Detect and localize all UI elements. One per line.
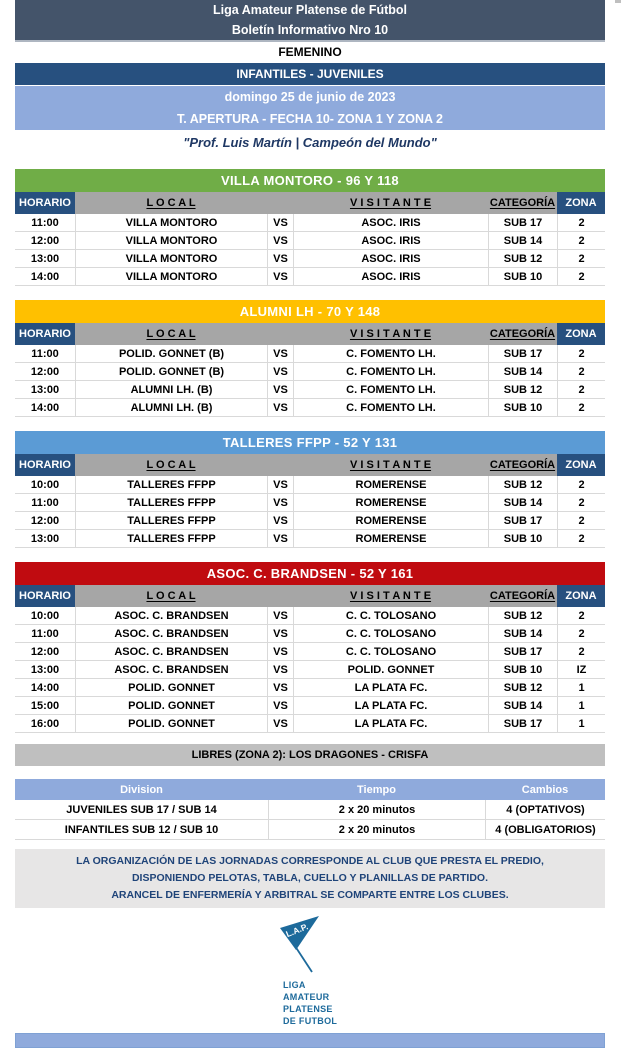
match-categoria: SUB 17 [488, 512, 557, 529]
match-vs: VS [267, 661, 293, 678]
match-time: 14:00 [30, 401, 60, 414]
match-row [15, 494, 605, 512]
match-local: ALUMNI LH. (B) [75, 399, 267, 416]
match-categoria: SUB 14 [488, 697, 557, 714]
match-zona: 2 [557, 512, 605, 529]
match-vs: VS [267, 512, 293, 529]
corner-artifact [615, 0, 621, 3]
col-vs-spacer [267, 192, 293, 214]
match-time: 10:00 [30, 609, 60, 622]
match-time: 12:00 [30, 234, 60, 247]
match-categoria: SUB 14 [488, 363, 557, 380]
rules-tiempo: 2 x 20 minutos [268, 800, 485, 819]
match-row [15, 607, 605, 625]
match-visitante: ASOC. IRIS [293, 232, 488, 249]
col-local: L O C A L [75, 454, 267, 476]
match-visitante: C. C. TOLOSANO [293, 643, 488, 660]
match-vs: VS [267, 697, 293, 714]
match-time: 14:00 [30, 270, 60, 283]
match-vs: VS [267, 643, 293, 660]
match-row [15, 679, 605, 697]
match-time: 11:00 [31, 216, 59, 229]
match-visitante: ASOC. IRIS [293, 214, 488, 231]
match-categoria: SUB 10 [488, 268, 557, 285]
match-local: VILLA MONTORO [75, 250, 267, 267]
match-categoria: SUB 14 [488, 494, 557, 511]
match-zona: 2 [557, 494, 605, 511]
match-categoria: SUB 17 [488, 214, 557, 231]
match-visitante: ROMERENSE [293, 530, 488, 547]
match-zona: 2 [557, 232, 605, 249]
match-local: POLID. GONNET [75, 697, 267, 714]
match-visitante: C. FOMENTO LH. [293, 363, 488, 380]
match-local: VILLA MONTORO [75, 232, 267, 249]
rules-tiempo: 2 x 20 minutos [268, 820, 485, 839]
match-categoria: SUB 10 [488, 530, 557, 547]
match-local: ASOC. C. BRANDSEN [75, 607, 267, 624]
logo-line: PLATENSE [283, 1004, 333, 1014]
bulletin-subtitle: Boletín Informativo Nro 10 [231, 23, 389, 37]
match-zona: 1 [557, 679, 605, 696]
match-local: ASOC. C. BRANDSEN [75, 625, 267, 642]
league-title: Liga Amateur Platense de Fútbol [212, 3, 407, 17]
match-vs: VS [267, 607, 293, 624]
logo-line: AMATEUR [283, 992, 330, 1002]
match-time: 10:00 [30, 478, 60, 491]
match-visitante: ROMERENSE [293, 512, 488, 529]
col-horario: HORARIO [15, 323, 75, 345]
match-categoria: SUB 12 [488, 607, 557, 624]
match-row [15, 363, 605, 381]
lap-pennant-icon [265, 910, 327, 974]
match-categoria: SUB 12 [488, 250, 557, 267]
match-categoria: SUB 17 [488, 715, 557, 732]
match-row [15, 399, 605, 417]
col-visitante: V I S I T A N T E [293, 585, 488, 607]
flag-text: L.A.P. [284, 921, 310, 940]
match-row [15, 625, 605, 643]
column-header-row [15, 585, 605, 607]
rules-division: JUVENILES SUB 17 / SUB 14 [66, 803, 217, 816]
rules-col-cambios: Cambios [521, 783, 569, 796]
col-visitante: V I S I T A N T E [293, 192, 488, 214]
match-zona: 2 [557, 363, 605, 380]
match-time: 12:00 [30, 645, 60, 658]
match-categoria: SUB 14 [488, 625, 557, 642]
footer-bar [15, 1033, 605, 1048]
match-vs: VS [267, 345, 293, 362]
match-time: 15:00 [30, 699, 60, 712]
match-row [15, 250, 605, 268]
venue-title: TALLERES FFPP - 52 Y 131 [15, 431, 605, 454]
match-vs: VS [267, 494, 293, 511]
match-zona: 2 [557, 399, 605, 416]
match-categoria: SUB 14 [488, 232, 557, 249]
match-visitante: ASOC. IRIS [293, 250, 488, 267]
match-visitante: LA PLATA FC. [293, 679, 488, 696]
rules-cambios: 4 (OPTATIVOS) [485, 800, 605, 819]
match-row [15, 476, 605, 494]
rules-row [15, 800, 605, 820]
match-vs: VS [267, 268, 293, 285]
match-local: TALLERES FFPP [75, 530, 267, 547]
match-vs: VS [267, 625, 293, 642]
match-categoria: SUB 12 [488, 476, 557, 493]
rules-cambios: 4 (OBLIGATORIOS) [485, 820, 605, 839]
match-categoria: SUB 17 [488, 345, 557, 362]
logo-wordmark [283, 979, 385, 1027]
tournament-line: T. APERTURA - FECHA 10- ZONA 1 Y ZONA 2 [176, 112, 443, 126]
match-row [15, 530, 605, 548]
rules-table [15, 779, 605, 840]
match-time: 13:00 [30, 532, 60, 545]
match-vs: VS [267, 363, 293, 380]
match-vs: VS [267, 530, 293, 547]
match-visitante: LA PLATA FC. [293, 715, 488, 732]
match-zona: 2 [557, 250, 605, 267]
match-row [15, 214, 605, 232]
match-zona: 1 [557, 715, 605, 732]
match-time: 11:00 [31, 347, 59, 360]
col-categoria: CATEGORÍA [488, 454, 557, 476]
match-local: POLID. GONNET [75, 679, 267, 696]
match-time: 13:00 [30, 383, 60, 396]
match-visitante: ASOC. IRIS [293, 268, 488, 285]
venue-table-asoc-c-brandsen [15, 562, 605, 733]
match-row [15, 232, 605, 250]
match-zona: 2 [557, 381, 605, 398]
col-visitante: V I S I T A N T E [293, 323, 488, 345]
col-vs-spacer [267, 454, 293, 476]
rules-division: INFANTILES SUB 12 / SUB 10 [64, 823, 219, 836]
match-time: 13:00 [30, 663, 60, 676]
match-row [15, 661, 605, 679]
match-local: VILLA MONTORO [75, 268, 267, 285]
col-vs-spacer [267, 323, 293, 345]
match-local: ASOC. C. BRANDSEN [75, 661, 267, 678]
match-zona: 2 [557, 643, 605, 660]
match-time: 14:00 [30, 681, 60, 694]
match-zona: 2 [557, 345, 605, 362]
col-local: L O C A L [75, 192, 267, 214]
match-zona: 1 [557, 697, 605, 714]
match-vs: VS [267, 214, 293, 231]
notice-line: LA ORGANIZACIÓN DE LAS JORNADAS CORRESPONDE AL CLUB QUE PRESTA EL PREDIO, [76, 855, 544, 867]
match-time: 12:00 [30, 514, 60, 527]
division-band: INFANTILES - JUVENILES [15, 63, 605, 85]
col-visitante: V I S I T A N T E [293, 454, 488, 476]
match-vs: VS [267, 250, 293, 267]
venue-table-alumni-lh [15, 300, 605, 417]
match-row [15, 345, 605, 363]
libres-banner: LIBRES (ZONA 2): LOS DRAGONES - CRISFA [15, 744, 605, 766]
match-local: POLID. GONNET (B) [75, 345, 267, 362]
match-zona: IZ [557, 661, 605, 678]
match-visitante: ROMERENSE [293, 476, 488, 493]
match-local: VILLA MONTORO [75, 214, 267, 231]
match-zona: 2 [557, 214, 605, 231]
match-time: 16:00 [30, 717, 60, 730]
col-categoria: CATEGORÍA [488, 192, 557, 214]
rules-col-division: Division [120, 783, 163, 796]
match-categoria: SUB 10 [488, 661, 557, 678]
match-local: ALUMNI LH. (B) [75, 381, 267, 398]
match-local: ASOC. C. BRANDSEN [75, 643, 267, 660]
match-categoria: SUB 17 [488, 643, 557, 660]
col-horario: HORARIO [15, 454, 75, 476]
lap-logo [265, 910, 385, 1027]
venue-table-villa-montoro [15, 169, 605, 286]
col-zona: ZONA [557, 192, 605, 214]
venue-table-talleres-ffpp [15, 431, 605, 548]
match-vs: VS [267, 476, 293, 493]
match-row [15, 715, 605, 733]
match-zona: 2 [557, 625, 605, 642]
match-local: POLID. GONNET (B) [75, 363, 267, 380]
col-zona: ZONA [557, 585, 605, 607]
match-visitante: POLID. GONNET [293, 661, 488, 678]
match-row [15, 512, 605, 530]
match-categoria: SUB 10 [488, 399, 557, 416]
date-line: domingo 25 de junio de 2023 [224, 90, 396, 104]
match-visitante: C. FOMENTO LH. [293, 381, 488, 398]
rules-header-row [15, 779, 605, 800]
match-local: TALLERES FFPP [75, 494, 267, 511]
match-vs: VS [267, 232, 293, 249]
match-time: 11:00 [31, 627, 59, 640]
col-categoria: CATEGORÍA [488, 323, 557, 345]
match-vs: VS [267, 679, 293, 696]
rules-col-tiempo: Tiempo [357, 783, 396, 796]
column-header-row [15, 323, 605, 345]
bulletin-header [15, 0, 605, 42]
match-row [15, 697, 605, 715]
match-visitante: ROMERENSE [293, 494, 488, 511]
match-time: 12:00 [30, 365, 60, 378]
match-time: 13:00 [30, 252, 60, 265]
match-visitante: C. FOMENTO LH. [293, 399, 488, 416]
match-categoria: SUB 12 [488, 679, 557, 696]
match-visitante: C. FOMENTO LH. [293, 345, 488, 362]
column-header-row [15, 454, 605, 476]
match-zona: 2 [557, 530, 605, 547]
col-zona: ZONA [557, 323, 605, 345]
match-vs: VS [267, 381, 293, 398]
col-local: L O C A L [75, 323, 267, 345]
col-vs-spacer [267, 585, 293, 607]
notice-line: ARANCEL DE ENFERMERÍA Y ARBITRAL SE COMPARTE ENTRE LOS CLUBES. [111, 889, 509, 901]
match-vs: VS [267, 715, 293, 732]
match-row [15, 268, 605, 286]
dedication-quote: "Prof. Luis Martín | Campeón del Mundo" [183, 135, 437, 150]
match-zona: 2 [557, 268, 605, 285]
match-time: 11:00 [31, 496, 59, 509]
match-visitante: LA PLATA FC. [293, 697, 488, 714]
logo-line: DE FUTBOL [283, 1016, 338, 1026]
date-tournament-band [15, 86, 605, 130]
column-header-row [15, 192, 605, 214]
match-local: TALLERES FFPP [75, 476, 267, 493]
venue-title: ASOC. C. BRANDSEN - 52 Y 161 [15, 562, 605, 585]
rules-row [15, 820, 605, 840]
col-horario: HORARIO [15, 585, 75, 607]
match-zona: 2 [557, 607, 605, 624]
match-row [15, 381, 605, 399]
match-local: POLID. GONNET [75, 715, 267, 732]
col-local: L O C A L [75, 585, 267, 607]
match-visitante: C. C. TOLOSANO [293, 607, 488, 624]
match-visitante: C. C. TOLOSANO [293, 625, 488, 642]
logo-line: LIGA [283, 980, 306, 990]
match-categoria: SUB 12 [488, 381, 557, 398]
match-row [15, 643, 605, 661]
match-local: TALLERES FFPP [75, 512, 267, 529]
col-zona: ZONA [557, 454, 605, 476]
organization-notice [15, 849, 605, 908]
venue-title: VILLA MONTORO - 96 Y 118 [15, 169, 605, 192]
notice-line: DISPONIENDO PELOTAS, TABLA, CUELLO Y PLANILLAS DE PARTIDO. [131, 872, 489, 884]
match-vs: VS [267, 399, 293, 416]
venue-title: ALUMNI LH - 70 Y 148 [15, 300, 605, 323]
col-categoria: CATEGORÍA [488, 585, 557, 607]
category-band: FEMENINO [278, 45, 342, 59]
match-zona: 2 [557, 476, 605, 493]
col-horario: HORARIO [15, 192, 75, 214]
